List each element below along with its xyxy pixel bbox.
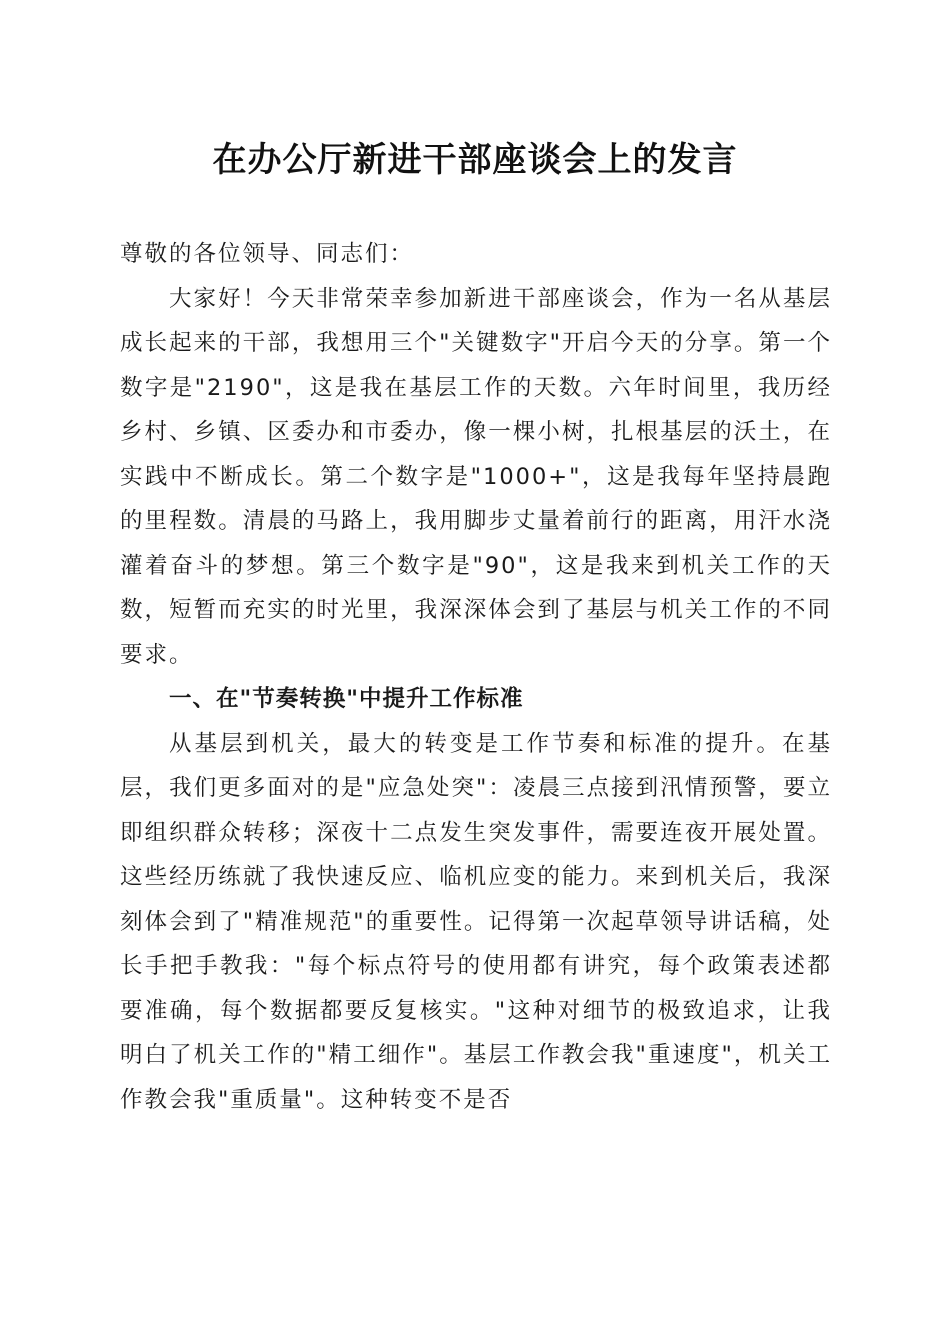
document-title: 在办公厅新进干部座谈会上的发言 <box>212 140 738 180</box>
paragraph-section-1: 从基层到机关，最大的转变是工作节奏和标准的提升。在基层，我们更多面对的是"应急处突"：凌晨三点接到汛情预警，要立即组织群众转移；深夜十二点发生突发事件，需要连夜开展处置。这些经历练就了我快速反应、临机应变的能力。来到机关后，我深刻体会到了"精准规范"的重要性。记得第一次起草领导讲话稿，处长手把手教我："每个标点符号的使用都有讲究，每个政策表述都要准确，每个数据都要反复核实。"这种对细节的极致追求，让我明白了机关工作的"精工细作"。基层工作教会我"重速度"，机关工作教会我"重质量"。这种转变不是否 <box>120 730 832 1113</box>
paragraph-opening: 大家好！今天非常荣幸参加新进干部座谈会，作为一名从基层成长起来的干部，我想用三个"关键数字"开启今天的分享。第一个数字是"2190"，这是我在基层工作的天数。六年时间里，我历经乡村、乡镇、区委办和市委办，像一棵小树，扎根基层的沃土，在实践中不断成长。第二个数字是"1000+"，这是我每年坚持晨跑的里程数。清晨的马路上，我用脚步丈量着前行的距离，用汗水浇灌着奋斗的梦想。第三个数字是"90"，这是我来到机关工作的天数，短暂而充实的时光里，我深深体会到了基层与机关工作的不同要求。 <box>120 285 832 668</box>
salutation: 尊敬的各位领导、同志们： <box>120 241 415 267</box>
document-body <box>120 232 832 1122</box>
section-heading-1: 一、在"节奏转换"中提升工作标准 <box>169 686 524 712</box>
